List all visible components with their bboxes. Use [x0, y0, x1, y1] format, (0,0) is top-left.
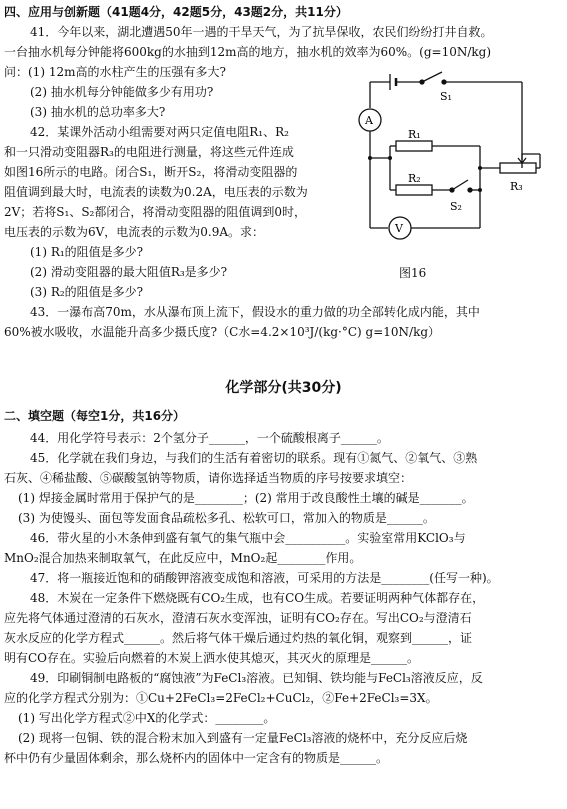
q42-line: 电压表的示数为6V，电流表的示数为0.9A。求：	[4, 225, 265, 239]
voltmeter-label: V	[395, 222, 403, 235]
chem-line: 明有CO存在。实验后向燃着的木炭上洒水使其熄灭，其灭火的原理是______。	[4, 651, 420, 665]
ammeter-label: A	[365, 114, 373, 127]
chem-line: 48．木炭在一定条件下燃烧既有CO₂生成，也有CO生成。若要证明两种气体都存在，	[30, 591, 485, 605]
q42-line: 阻值调到最大时，电流表的读数为0.2A，电压表的示数为	[4, 185, 308, 199]
q42-line: (3) R₂的阻值是多少?	[30, 285, 144, 299]
switch-s2-blade	[452, 180, 468, 190]
q42-line: 2V；若将S₁、S₂都闭合，将滑动变阻器的阻值调到0时，	[4, 205, 306, 219]
physics-section-title: 四、应用与创新题（41题4分，42题5分，43题2分，共11分）	[4, 5, 348, 19]
q42-line: 如图16所示的电路。闭合S₁，断开S₂，将滑动变阻器的	[4, 165, 298, 179]
chem-line: 45．化学就在我们身边，与我们的生活有着密切的联系。现有①氮气、②氧气、③熟	[30, 451, 478, 465]
resistor-r2-label: R₂	[408, 172, 421, 185]
chem-line: 46．带火星的小木条伸到盛有氧气的集气瓶中会__________。实验室常用KClO₃与	[30, 531, 466, 545]
resistor-r1-label: R₁	[408, 128, 421, 141]
chemistry-questions	[4, 428, 561, 768]
q42-line: (1) R₁的阻值是多少?	[30, 245, 144, 259]
resistor-r2	[396, 185, 432, 195]
chem-line: (2) 现将一包铜、铁的混合粉末加入到盛有一定量FeCl₃溶液的烧杯中，充分反应后烧	[18, 731, 468, 745]
q41-line: 问：(1) 12m高的水柱产生的压强有多大?	[4, 65, 226, 79]
chem-line: 44．用化学符号表示：2个氢分子______，一个硫酸根离子______。	[30, 431, 389, 445]
chemistry-part-title: 化学部分(共30分)	[225, 380, 342, 396]
switch-s2-label: S₂	[450, 200, 462, 213]
circuit-diagram-figure-16	[350, 68, 550, 258]
chem-line: 石灰、④稀盐酸、⑤碳酸氢钠等物质，请你选择适当物质的序号按要求填空：	[4, 471, 413, 485]
question-42	[4, 122, 344, 302]
question-43	[4, 302, 561, 342]
q42-line: 和一只滑动变阻器R₃的电阻进行测量，将这些元件连成	[4, 145, 294, 159]
chem-line: (1) 焊接金属时常用于保护气的是________；(2) 常用于改良酸性土壤的碱是_______。	[18, 491, 474, 505]
q41-line: 一台抽水机每分钟能将600kg的水抽到12m高的地方，抽水机的效率为60%。(g=10N/kg)	[4, 45, 492, 59]
q43-line: 43．一瀑布高70m，水从瀑布顶上流下，假设水的重力做的功全部转化成内能，其中	[30, 305, 480, 319]
chemistry-section-title: 二、填空题（每空1分，共16分）	[4, 409, 186, 423]
q41-line: (3) 抽水机的总功率多大?	[30, 105, 166, 119]
chem-line: 灰水反应的化学方程式______。然后将气体干燥后通过灼热的氧化铜，观察到______，证	[4, 631, 473, 645]
figure-16-caption: 图16	[399, 266, 427, 280]
q41-line: (2) 抽水机每分钟能做多少有用功?	[30, 85, 214, 99]
chem-line: 杯中仍有少量固体剩余，那么烧杯内的固体中一定含有的物质是______。	[4, 751, 389, 765]
q42-line: 42．某课外活动小组需要对两只定值电阻R₁、R₂	[30, 125, 289, 139]
chem-line: 应的化学方程式分别为：①Cu+2FeCl₃=2FeCl₂+CuCl₂，②Fe+2FeCl₃=3X。	[4, 691, 438, 705]
rheostat-r3	[500, 163, 536, 173]
chem-line: MnO₂混合加热来制取氧气，在此反应中，MnO₂起________作用。	[4, 551, 362, 565]
q43-line: 60%被水吸收，水温能升高多少摄氏度?（C水=4.2×10³J/(kg·°C) g=10N/kg）	[4, 325, 441, 339]
chem-line: (3) 为使馒头、面包等发面食品疏松多孔、松软可口，常加入的物质是______。	[18, 511, 435, 525]
chem-line: 49．印刷铜制电路板的“腐蚀液”为FeCl₃溶液。已知铜、铁均能与FeCl₃溶液反应，反	[30, 671, 483, 685]
chem-line: 应先将气体通过澄清的石灰水，澄清石灰水变浑浊，证明有CO₂存在。写出CO₂与澄清石	[4, 611, 472, 625]
chem-line: 47．将一瓶接近饱和的硝酸钾溶液变成饱和溶液，可采用的方法是________(任写一种)。	[30, 571, 499, 585]
q41-line: 41．今年以来，湖北遭遇50年一遇的干旱天气，为了抗旱保收，农民们纷纷打井自救。	[30, 25, 493, 39]
switch-s1-blade	[422, 72, 442, 82]
rheostat-r3-label: R₃	[510, 180, 523, 193]
resistor-r1	[396, 141, 432, 151]
chem-line: (1) 写出化学方程式②中X的化学式：________。	[18, 711, 276, 725]
q42-line: (2) 滑动变阻器的最大阻值R₃是多少?	[30, 265, 228, 279]
switch-s1-label: S₁	[440, 90, 452, 103]
